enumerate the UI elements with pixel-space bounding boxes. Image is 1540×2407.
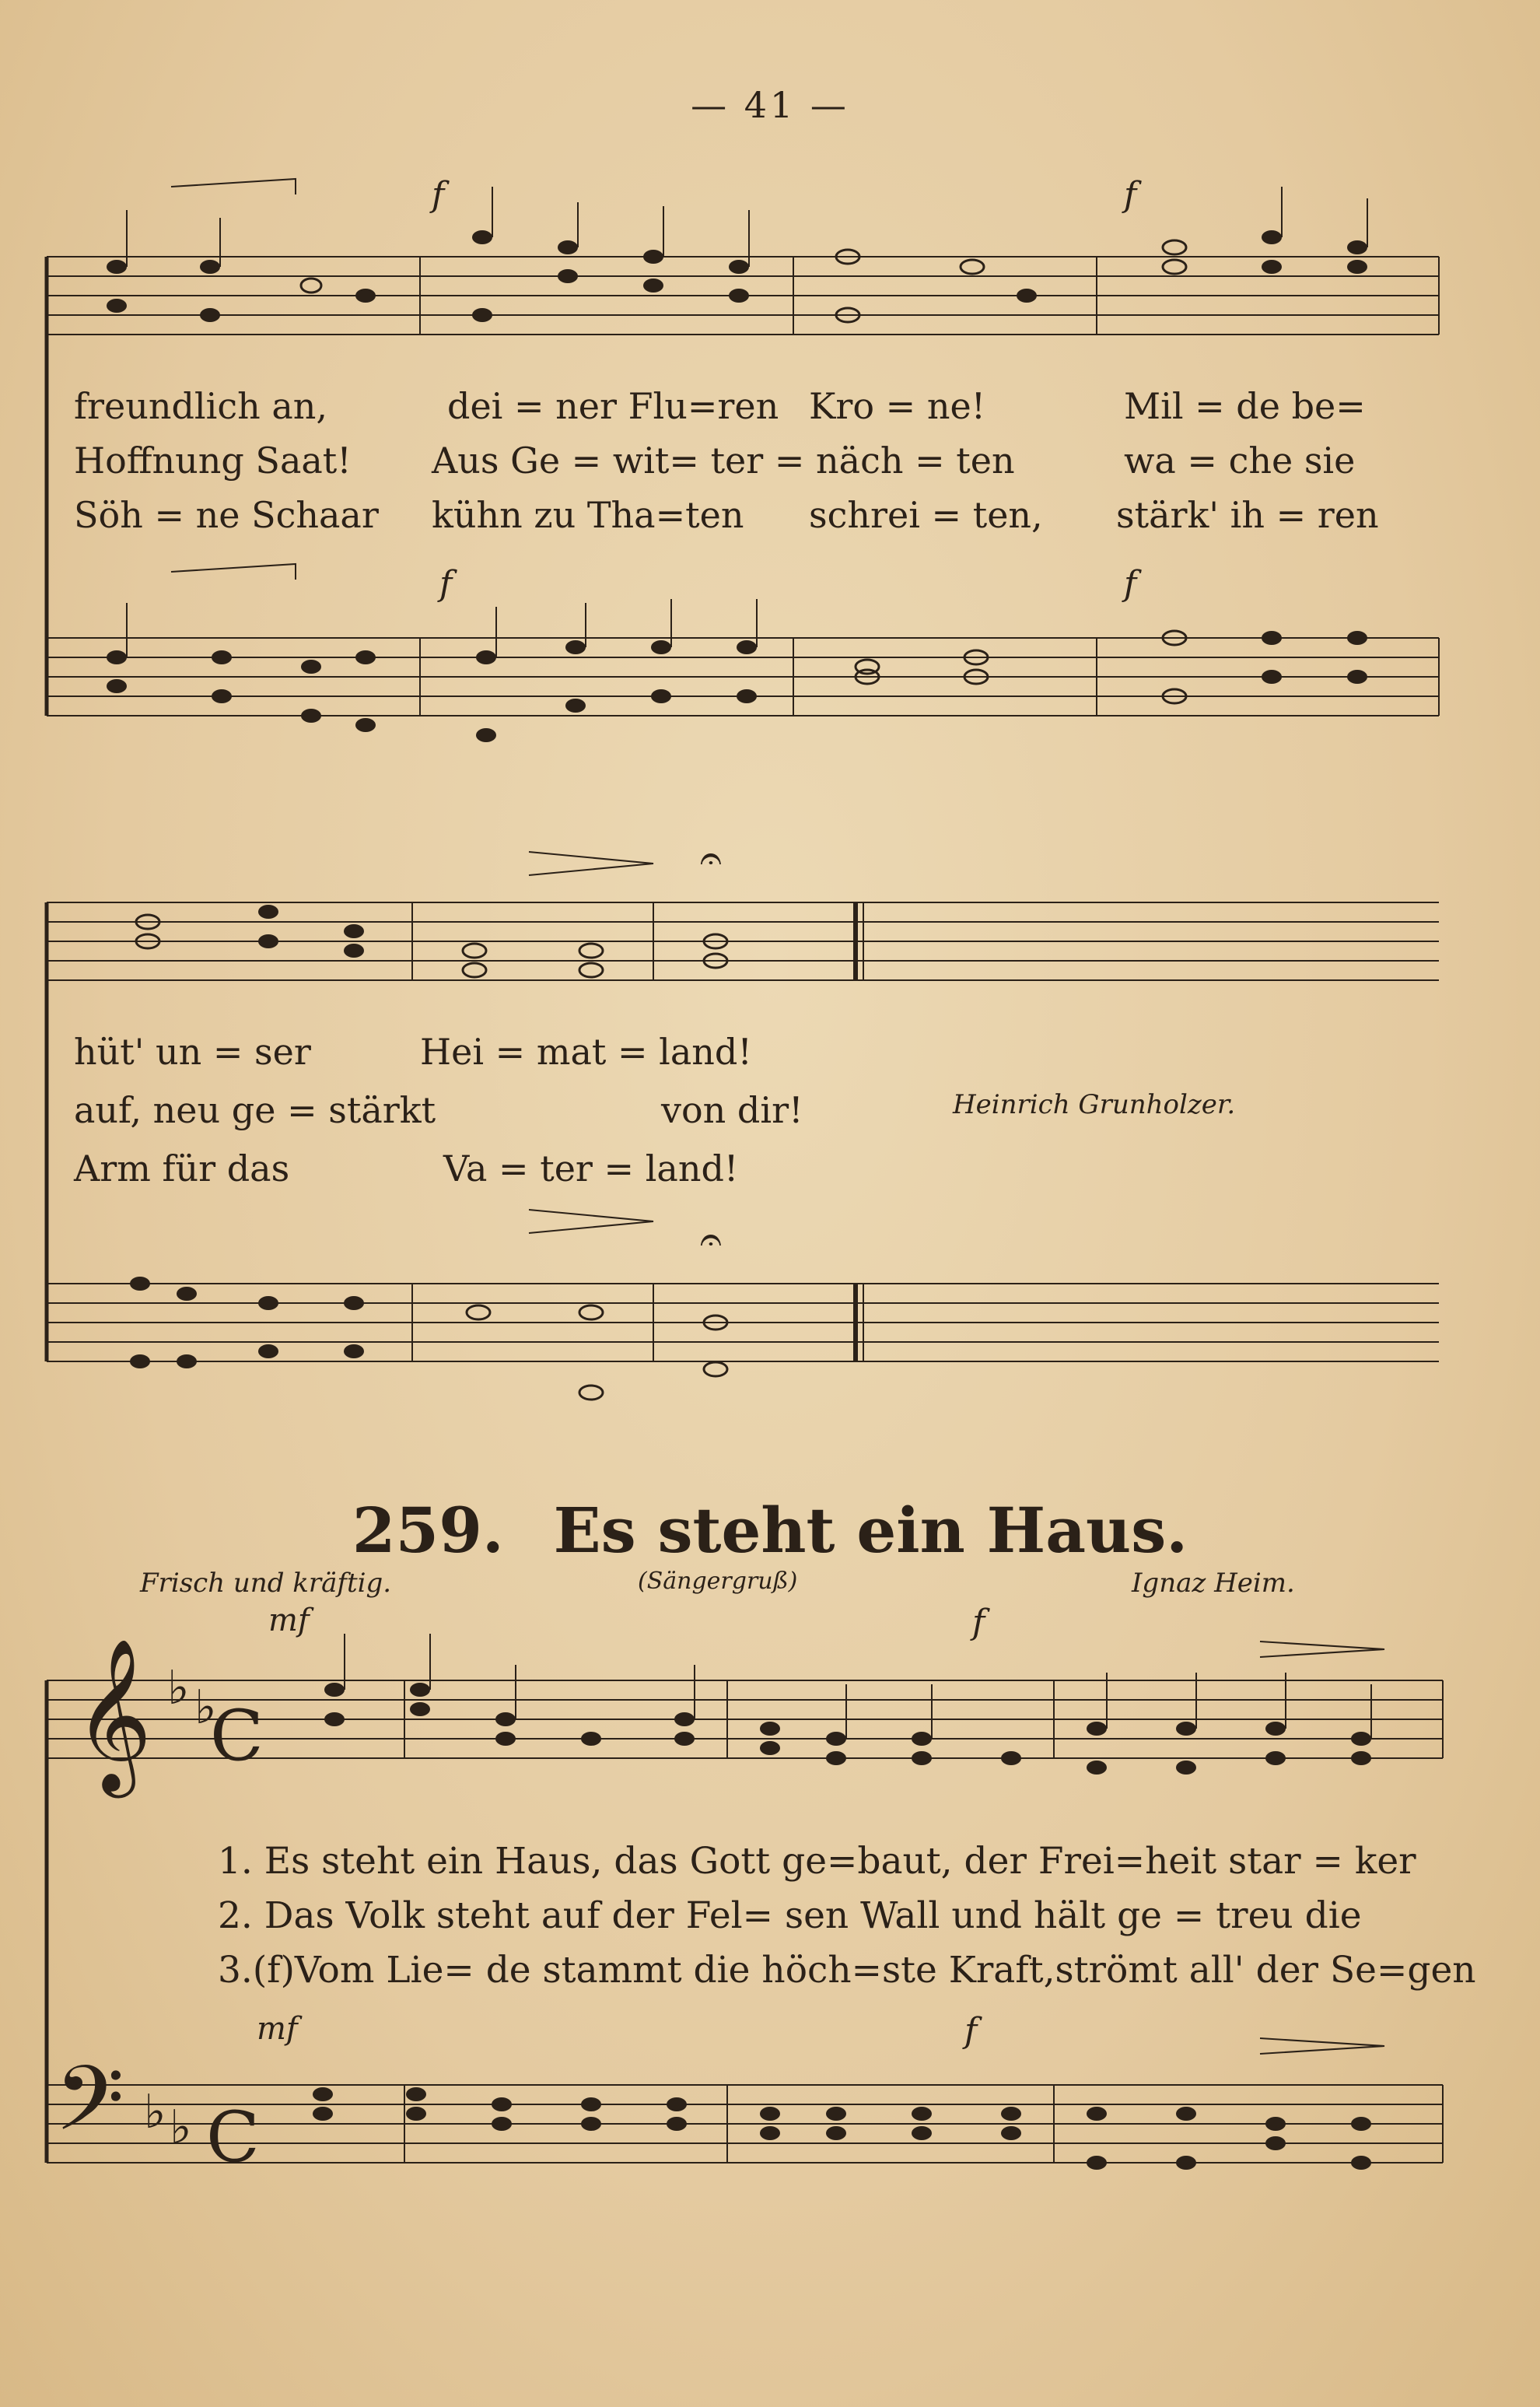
staff-s2-top (47, 902, 1439, 980)
lyric-2-2-b: von dir! (661, 1089, 803, 1131)
staff-s2-bottom (47, 1284, 1439, 1361)
svg-text:𝄐: 𝄐 (700, 1217, 722, 1262)
lyric-1-1-d: Mil = de be= (1124, 385, 1366, 427)
dynamic-f-bottom: f (964, 2011, 978, 2051)
lyric-2-1-b: Hei = mat = land! (420, 1031, 752, 1073)
lyric-1-1-b: dei = ner Flu=ren (447, 385, 779, 427)
lyric-1-2-c: wa = che sie (1124, 440, 1356, 482)
svg-text:♭: ♭ (170, 2100, 192, 2155)
dynamic-f-4: f (1124, 564, 1137, 604)
dynamic-f-top: f (972, 1603, 985, 1642)
composer-credit-1: Heinrich Grunholzer. (953, 1089, 1236, 1120)
song-number: 259. (352, 1494, 504, 1567)
lyric-2-3-a: Arm für das (74, 1147, 290, 1189)
verse-1: 1. Es steht ein Haus, das Gott ge=baut, der Frei=heit star = ker (218, 1840, 1416, 1883)
svg-text:𝄐: 𝄐 (700, 836, 722, 881)
dynamic-f-2: f (1124, 175, 1137, 215)
svg-text:♭: ♭ (194, 1680, 217, 1735)
lyric-1-1-c: Kro = ne! (809, 385, 986, 427)
svg-text:♭: ♭ (144, 2085, 166, 2139)
song-title: Es steht ein Haus. (553, 1494, 1188, 1567)
svg-text:𝄢: 𝄢 (54, 2047, 125, 2174)
svg-text:𝄞: 𝄞 (74, 1638, 152, 1792)
lyric-1-1-a: freundlich an, (74, 385, 328, 427)
dynamic-f-1: f (432, 175, 445, 215)
lyric-1-3-a: Söh = ne Schaar (74, 494, 379, 536)
lyric-1-3-b: kühn zu Tha=ten (432, 494, 744, 536)
lyric-1-2-b: Aus Ge = wit= ter = näch = ten (432, 440, 1015, 482)
lyric-2-2-a: auf, neu ge = stärkt (74, 1089, 436, 1131)
verse-3: 3.(f)Vom Lie= de stammt die höch=ste Kraft,strömt all' der Se=gen (218, 1949, 1476, 1992)
verse-2: 2. Das Volk steht auf der Fel= sen Wall und hält ge = treu die (218, 1894, 1362, 1937)
lyric-2-3-b: Va = ter = land! (443, 1147, 739, 1189)
song-heading (0, 1494, 1540, 1567)
svg-text:C: C (206, 2097, 260, 2178)
staff-s1-bottom (47, 638, 1439, 716)
dynamic-mf-bottom: mf (257, 2011, 298, 2047)
staff-s1-top (47, 257, 1439, 335)
composer-credit-2: Ignaz Heim. (1132, 1568, 1295, 1599)
page-number: — 41 — (691, 84, 849, 126)
svg-text:C: C (210, 1695, 264, 1777)
dynamic-f-3: f (439, 564, 453, 604)
svg-text:♭: ♭ (167, 1661, 190, 1715)
song-subtitle: (Sängergruß) (638, 1568, 798, 1595)
tempo-marking: Frisch und kräftig. (140, 1568, 392, 1599)
staff-s3-top (47, 1680, 1443, 1758)
dynamic-mf-top: mf (268, 1603, 310, 1638)
lyric-2-1-a: hüt' un = ser (74, 1031, 311, 1073)
lyric-1-3-d: stärk' ih = ren (1116, 494, 1379, 536)
staff-s3-bottom (47, 2085, 1443, 2163)
lyric-1-2-a: Hoffnung Saat! (74, 440, 352, 482)
lyric-1-3-c: schrei = ten, (809, 494, 1043, 536)
